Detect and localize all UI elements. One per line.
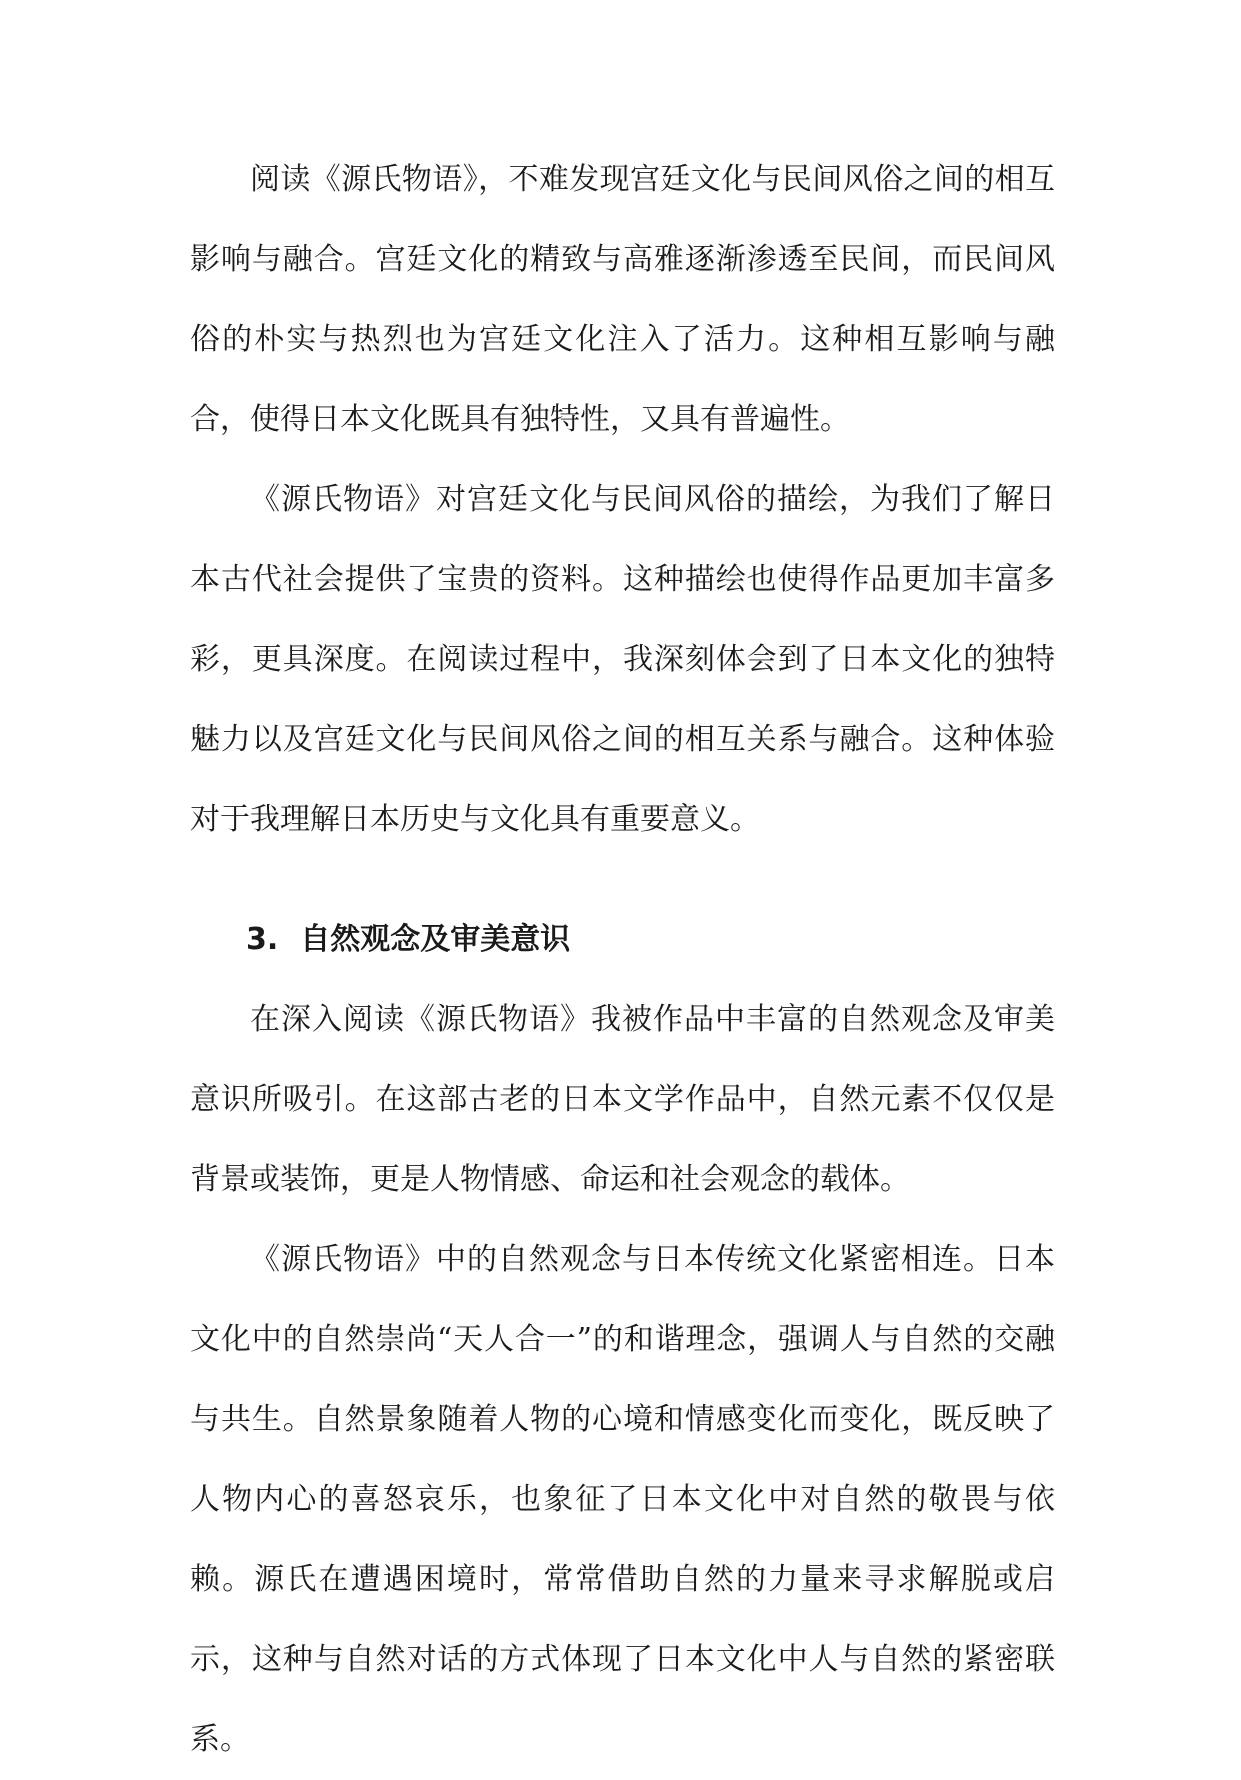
paragraph-1: 阅读《源氏物语》，不难发现宫廷文化与民间风俗之间的相互影响与融合。宫廷文化的精致与高雅逐渐渗透至民间，而民间风俗的朴实与热烈也为宫廷文化注入了活力。这种相互影响与融合，使得日本文化既具有独特性，又具有普遍性。 (190, 162, 1055, 437)
section-title: 自然观念及审美意识 (300, 922, 571, 957)
paragraph-4: 《源氏物语》中的自然观念与日本传统文化紧密相连。日本文化中的自然崇尚“天人合一”的和谐理念，强调人与自然的交融与共生。自然景象随着人物的心境和情感变化而变化，既反映了人物内心的喜怒哀乐，也象征了日本文化中对自然的敬畏与依赖。源氏在遭遇困境时，常常借助自然的力量来寻求解脱或启示，这种与自然对话的方式体现了日本文化中人与自然的紧密联系。 (190, 1242, 1055, 1757)
paragraph-2: 《源氏物语》对宫廷文化与民间风俗的描绘，为我们了解日本古代社会提供了宝贵的资料。这种描绘也使得作品更加丰富多彩，更具深度。在阅读过程中，我深刻体会到了日本文化的独特魅力以及宫廷文化与民间风俗之间的相互关系与融合。这种体验对于我理解日本历史与文化具有重要意义。 (190, 482, 1055, 837)
paragraph-3: 在深入阅读《源氏物语》我被作品中丰富的自然观念及审美意识所吸引。在这部古老的日本文学作品中，自然元素不仅仅是背景或装饰，更是人物情感、命运和社会观念的载体。 (190, 1002, 1055, 1197)
section-number: 3. (246, 922, 279, 957)
section-heading (190, 860, 1055, 980)
document-body (190, 140, 1055, 1780)
